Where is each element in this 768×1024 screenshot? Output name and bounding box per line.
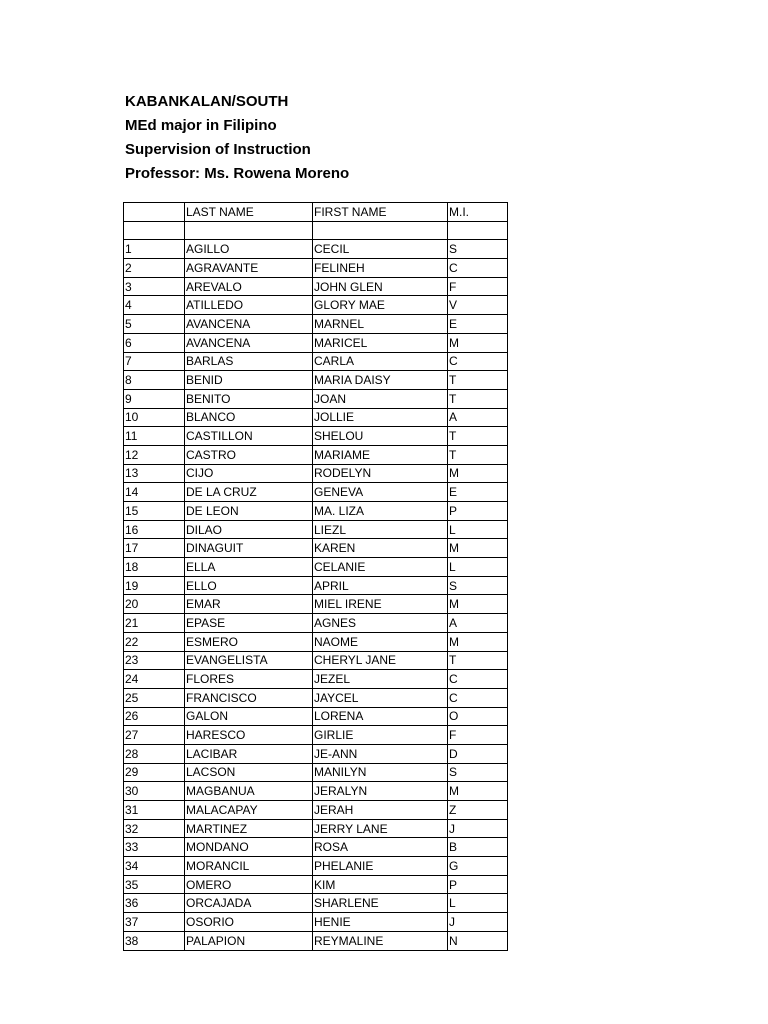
- middle-initial-cell: A: [448, 408, 508, 427]
- row-number-cell: 17: [124, 539, 185, 558]
- table-row: [124, 558, 508, 577]
- row-number-cell: 28: [124, 744, 185, 763]
- last-name-cell: EMAR: [185, 595, 313, 614]
- last-name-cell: OSORIO: [185, 913, 313, 932]
- row-number-cell: 13: [124, 464, 185, 483]
- table-row: [124, 595, 508, 614]
- middle-initial-cell: E: [448, 483, 508, 502]
- middle-initial-cell: M: [448, 595, 508, 614]
- table-row: [124, 651, 508, 670]
- student-roster-table: [123, 202, 508, 951]
- table-row: [124, 576, 508, 595]
- last-name-cell: AVANCENA: [185, 333, 313, 352]
- middle-initial-cell: S: [448, 576, 508, 595]
- blank-cell: [313, 221, 448, 240]
- middle-initial-cell: S: [448, 763, 508, 782]
- middle-initial-cell: F: [448, 726, 508, 745]
- row-number-cell: 21: [124, 614, 185, 633]
- last-name-cell: AGRAVANTE: [185, 259, 313, 278]
- table-row: [124, 445, 508, 464]
- header-row: [124, 203, 508, 222]
- first-name-cell: CELANIE: [313, 558, 448, 577]
- row-number-cell: 2: [124, 259, 185, 278]
- professor-line: Professor: Ms. Rowena Moreno: [125, 165, 350, 182]
- table-row: [124, 315, 508, 334]
- first-name-cell: JERRY LANE: [313, 819, 448, 838]
- middle-initial-cell: M: [448, 632, 508, 651]
- last-name-cell: LACSON: [185, 763, 313, 782]
- table-row: [124, 894, 508, 913]
- table-row: [124, 726, 508, 745]
- row-number-cell: 26: [124, 707, 185, 726]
- first-name-cell: JOLLIE: [313, 408, 448, 427]
- column-header-middle-initial: M.I.: [448, 203, 508, 222]
- last-name-cell: CASTRO: [185, 445, 313, 464]
- row-number-cell: 30: [124, 782, 185, 801]
- last-name-cell: EPASE: [185, 614, 313, 633]
- middle-initial-cell: C: [448, 352, 508, 371]
- middle-initial-cell: C: [448, 259, 508, 278]
- last-name-cell: ELLO: [185, 576, 313, 595]
- program-title: MEd major in Filipino: [125, 117, 277, 134]
- middle-initial-cell: M: [448, 539, 508, 558]
- course-title: Supervision of Instruction: [125, 141, 311, 158]
- first-name-cell: JAYCEL: [313, 688, 448, 707]
- row-number-cell: 11: [124, 427, 185, 446]
- table-row: [124, 240, 508, 259]
- first-name-cell: KAREN: [313, 539, 448, 558]
- middle-initial-cell: T: [448, 389, 508, 408]
- first-name-cell: JOAN: [313, 389, 448, 408]
- last-name-cell: ELLA: [185, 558, 313, 577]
- first-name-cell: MARIAME: [313, 445, 448, 464]
- last-name-cell: ESMERO: [185, 632, 313, 651]
- first-name-cell: MARICEL: [313, 333, 448, 352]
- first-name-cell: JERAH: [313, 801, 448, 820]
- campus-title: KABANKALAN/SOUTH: [125, 93, 289, 110]
- middle-initial-cell: E: [448, 315, 508, 334]
- row-number-cell: 32: [124, 819, 185, 838]
- row-number-cell: 27: [124, 726, 185, 745]
- middle-initial-cell: J: [448, 913, 508, 932]
- middle-initial-cell: B: [448, 838, 508, 857]
- first-name-cell: ROSA: [313, 838, 448, 857]
- first-name-cell: REYMALINE: [313, 931, 448, 950]
- middle-initial-cell: M: [448, 464, 508, 483]
- last-name-cell: AVANCENA: [185, 315, 313, 334]
- first-name-cell: APRIL: [313, 576, 448, 595]
- middle-initial-cell: J: [448, 819, 508, 838]
- middle-initial-cell: T: [448, 445, 508, 464]
- middle-initial-cell: A: [448, 614, 508, 633]
- table-row: [124, 857, 508, 876]
- table-row: [124, 259, 508, 278]
- last-name-cell: BLANCO: [185, 408, 313, 427]
- row-number-cell: 1: [124, 240, 185, 259]
- middle-initial-cell: O: [448, 707, 508, 726]
- table-row: [124, 408, 508, 427]
- last-name-cell: EVANGELISTA: [185, 651, 313, 670]
- first-name-cell: CECIL: [313, 240, 448, 259]
- table-row: [124, 931, 508, 950]
- blank-cell: [448, 221, 508, 240]
- middle-initial-cell: Z: [448, 801, 508, 820]
- table-row: [124, 801, 508, 820]
- table-row: [124, 763, 508, 782]
- first-name-cell: MARNEL: [313, 315, 448, 334]
- row-number-cell: 5: [124, 315, 185, 334]
- last-name-cell: OMERO: [185, 875, 313, 894]
- last-name-cell: CIJO: [185, 464, 313, 483]
- first-name-cell: JERALYN: [313, 782, 448, 801]
- middle-initial-cell: C: [448, 688, 508, 707]
- table-row: [124, 502, 508, 521]
- last-name-cell: MORANCIL: [185, 857, 313, 876]
- table-row: [124, 464, 508, 483]
- last-name-cell: ATILLEDO: [185, 296, 313, 315]
- column-header-number: [124, 203, 185, 222]
- first-name-cell: GIRLIE: [313, 726, 448, 745]
- middle-initial-cell: L: [448, 558, 508, 577]
- blank-cell: [185, 221, 313, 240]
- last-name-cell: CASTILLON: [185, 427, 313, 446]
- table-row: [124, 539, 508, 558]
- first-name-cell: AGNES: [313, 614, 448, 633]
- first-name-cell: SHELOU: [313, 427, 448, 446]
- row-number-cell: 38: [124, 931, 185, 950]
- blank-row: [124, 221, 508, 240]
- table-row: [124, 277, 508, 296]
- table-row: [124, 520, 508, 539]
- first-name-cell: PHELANIE: [313, 857, 448, 876]
- row-number-cell: 19: [124, 576, 185, 595]
- row-number-cell: 20: [124, 595, 185, 614]
- middle-initial-cell: S: [448, 240, 508, 259]
- middle-initial-cell: M: [448, 333, 508, 352]
- row-number-cell: 25: [124, 688, 185, 707]
- table-row: [124, 389, 508, 408]
- middle-initial-cell: G: [448, 857, 508, 876]
- middle-initial-cell: F: [448, 277, 508, 296]
- first-name-cell: JOHN GLEN: [313, 277, 448, 296]
- last-name-cell: MAGBANUA: [185, 782, 313, 801]
- middle-initial-cell: V: [448, 296, 508, 315]
- first-name-cell: CARLA: [313, 352, 448, 371]
- last-name-cell: DILAO: [185, 520, 313, 539]
- middle-initial-cell: D: [448, 744, 508, 763]
- row-number-cell: 9: [124, 389, 185, 408]
- first-name-cell: MIEL IRENE: [313, 595, 448, 614]
- first-name-cell: FELINEH: [313, 259, 448, 278]
- row-number-cell: 34: [124, 857, 185, 876]
- last-name-cell: FLORES: [185, 670, 313, 689]
- row-number-cell: 23: [124, 651, 185, 670]
- first-name-cell: KIM: [313, 875, 448, 894]
- column-header-first-name: FIRST NAME: [313, 203, 448, 222]
- row-number-cell: 18: [124, 558, 185, 577]
- row-number-cell: 6: [124, 333, 185, 352]
- row-number-cell: 36: [124, 894, 185, 913]
- middle-initial-cell: P: [448, 875, 508, 894]
- middle-initial-cell: T: [448, 651, 508, 670]
- row-number-cell: 16: [124, 520, 185, 539]
- middle-initial-cell: M: [448, 782, 508, 801]
- row-number-cell: 14: [124, 483, 185, 502]
- last-name-cell: ORCAJADA: [185, 894, 313, 913]
- row-number-cell: 31: [124, 801, 185, 820]
- table-row: [124, 782, 508, 801]
- middle-initial-cell: T: [448, 427, 508, 446]
- first-name-cell: MA. LIZA: [313, 502, 448, 521]
- first-name-cell: GENEVA: [313, 483, 448, 502]
- table-row: [124, 744, 508, 763]
- first-name-cell: NAOME: [313, 632, 448, 651]
- first-name-cell: JE-ANN: [313, 744, 448, 763]
- row-number-cell: 35: [124, 875, 185, 894]
- first-name-cell: LORENA: [313, 707, 448, 726]
- last-name-cell: LACIBAR: [185, 744, 313, 763]
- last-name-cell: MONDANO: [185, 838, 313, 857]
- row-number-cell: 3: [124, 277, 185, 296]
- middle-initial-cell: N: [448, 931, 508, 950]
- last-name-cell: BENITO: [185, 389, 313, 408]
- table-row: [124, 632, 508, 651]
- middle-initial-cell: C: [448, 670, 508, 689]
- first-name-cell: JEZEL: [313, 670, 448, 689]
- first-name-cell: HENIE: [313, 913, 448, 932]
- first-name-cell: MANILYN: [313, 763, 448, 782]
- table-row: [124, 688, 508, 707]
- table-row: [124, 875, 508, 894]
- last-name-cell: GALON: [185, 707, 313, 726]
- row-number-cell: 22: [124, 632, 185, 651]
- row-number-cell: 15: [124, 502, 185, 521]
- first-name-cell: LIEZL: [313, 520, 448, 539]
- row-number-cell: 33: [124, 838, 185, 857]
- table-row: [124, 707, 508, 726]
- table-row: [124, 819, 508, 838]
- column-header-last-name: LAST NAME: [185, 203, 313, 222]
- last-name-cell: PALAPION: [185, 931, 313, 950]
- last-name-cell: MARTINEZ: [185, 819, 313, 838]
- last-name-cell: BENID: [185, 371, 313, 390]
- table-row: [124, 333, 508, 352]
- first-name-cell: GLORY MAE: [313, 296, 448, 315]
- last-name-cell: AREVALO: [185, 277, 313, 296]
- table-row: [124, 352, 508, 371]
- middle-initial-cell: L: [448, 894, 508, 913]
- first-name-cell: RODELYN: [313, 464, 448, 483]
- last-name-cell: BARLAS: [185, 352, 313, 371]
- table-row: [124, 371, 508, 390]
- table-row: [124, 838, 508, 857]
- blank-cell: [124, 221, 185, 240]
- table-row: [124, 614, 508, 633]
- last-name-cell: HARESCO: [185, 726, 313, 745]
- row-number-cell: 12: [124, 445, 185, 464]
- table-row: [124, 913, 508, 932]
- last-name-cell: MALACAPAY: [185, 801, 313, 820]
- table-row: [124, 427, 508, 446]
- row-number-cell: 7: [124, 352, 185, 371]
- table-row: [124, 296, 508, 315]
- last-name-cell: FRANCISCO: [185, 688, 313, 707]
- first-name-cell: MARIA DAISY: [313, 371, 448, 390]
- row-number-cell: 8: [124, 371, 185, 390]
- table-row: [124, 483, 508, 502]
- middle-initial-cell: T: [448, 371, 508, 390]
- document-header: [125, 90, 349, 186]
- last-name-cell: DE LA CRUZ: [185, 483, 313, 502]
- middle-initial-cell: L: [448, 520, 508, 539]
- last-name-cell: DE LEON: [185, 502, 313, 521]
- row-number-cell: 4: [124, 296, 185, 315]
- first-name-cell: CHERYL JANE: [313, 651, 448, 670]
- first-name-cell: SHARLENE: [313, 894, 448, 913]
- last-name-cell: AGILLO: [185, 240, 313, 259]
- middle-initial-cell: P: [448, 502, 508, 521]
- table-row: [124, 670, 508, 689]
- row-number-cell: 24: [124, 670, 185, 689]
- row-number-cell: 29: [124, 763, 185, 782]
- row-number-cell: 10: [124, 408, 185, 427]
- roster-body: [124, 203, 508, 951]
- last-name-cell: DINAGUIT: [185, 539, 313, 558]
- row-number-cell: 37: [124, 913, 185, 932]
